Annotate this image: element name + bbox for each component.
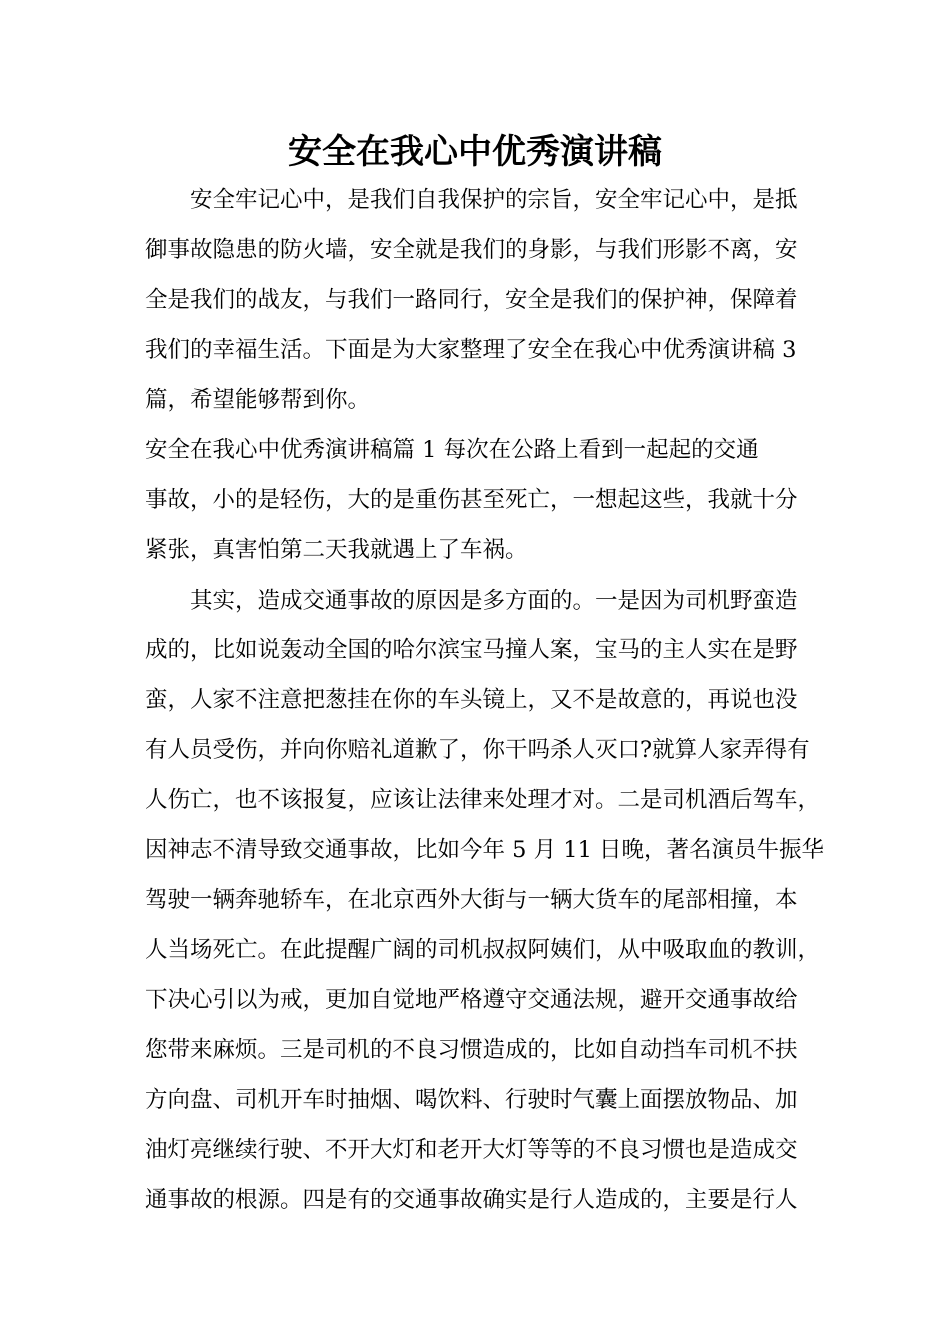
paragraph-line: 油灯亮继续行驶、不开大灯和老开大灯等等的不良习惯也是造成交 bbox=[145, 1137, 798, 1163]
paragraph-line: 人伤亡，也不该报复，应该让法律来处理才对。二是司机酒后驾车， bbox=[145, 787, 821, 813]
paragraph-line: 驾驶一辆奔驰轿车，在北京西外大街与一辆大货车的尾部相撞，本 bbox=[145, 887, 798, 913]
paragraph-line: 我们的幸福生活。下面是为大家整理了安全在我心中优秀演讲稿 3 bbox=[145, 337, 797, 363]
paragraph-line: 成的，比如说轰动全国的哈尔滨宝马撞人案，宝马的主人实在是野 bbox=[145, 637, 798, 663]
document-title: 安全在我心中优秀演讲稿 bbox=[288, 132, 662, 172]
paragraph-line: 方向盘、司机开车时抽烟、喝饮料、行驶时气囊上面摆放物品、加 bbox=[145, 1087, 798, 1113]
paragraph-line: 安全牢记心中，是我们自我保护的宗旨，安全牢记心中，是抵 bbox=[190, 187, 798, 213]
paragraph-line: 事故，小的是轻伤，大的是重伤甚至死亡，一想起这些，我就十分 bbox=[145, 487, 798, 513]
paragraph-line: 篇，希望能够帮到你。 bbox=[145, 387, 371, 413]
paragraph-line: 全是我们的战友，与我们一路同行，安全是我们的保护神，保障着 bbox=[145, 287, 798, 313]
paragraph-line: 御事故隐患的防火墙，安全就是我们的身影，与我们形影不离，安 bbox=[145, 237, 798, 263]
paragraph-line: 下决心引以为戒，更加自觉地严格遵守交通法规，避开交通事故给 bbox=[145, 987, 798, 1013]
paragraph-line: 紧张，真害怕第二天我就遇上了车祸。 bbox=[145, 537, 528, 563]
paragraph-line: 因神志不清导致交通事故，比如今年 5 月 11 日晚，著名演员牛振华 bbox=[145, 837, 825, 863]
paragraph-line: 蛮，人家不注意把葱挂在你的车头镜上，又不是故意的，再说也没 bbox=[145, 687, 798, 713]
paragraph-line: 您带来麻烦。三是司机的不良习惯造成的，比如自动挡车司机不扶 bbox=[145, 1037, 798, 1063]
paragraph-line: 有人员受伤，并向你赔礼道歉了，你干吗杀人灭口?就算人家弄得有 bbox=[145, 737, 810, 763]
paragraph-line: 人当场死亡。在此提醒广阔的司机叔叔阿姨们，从中吸取血的教训， bbox=[145, 937, 821, 963]
paragraph-line: 其实，造成交通事故的原因是多方面的。一是因为司机野蛮造 bbox=[190, 588, 798, 614]
section-heading-line: 安全在我心中优秀演讲稿篇 1 每次在公路上看到一起起的交通 bbox=[145, 437, 759, 463]
paragraph-line: 通事故的根源。四是有的交通事故确实是行人造成的，主要是行人 bbox=[145, 1187, 798, 1213]
